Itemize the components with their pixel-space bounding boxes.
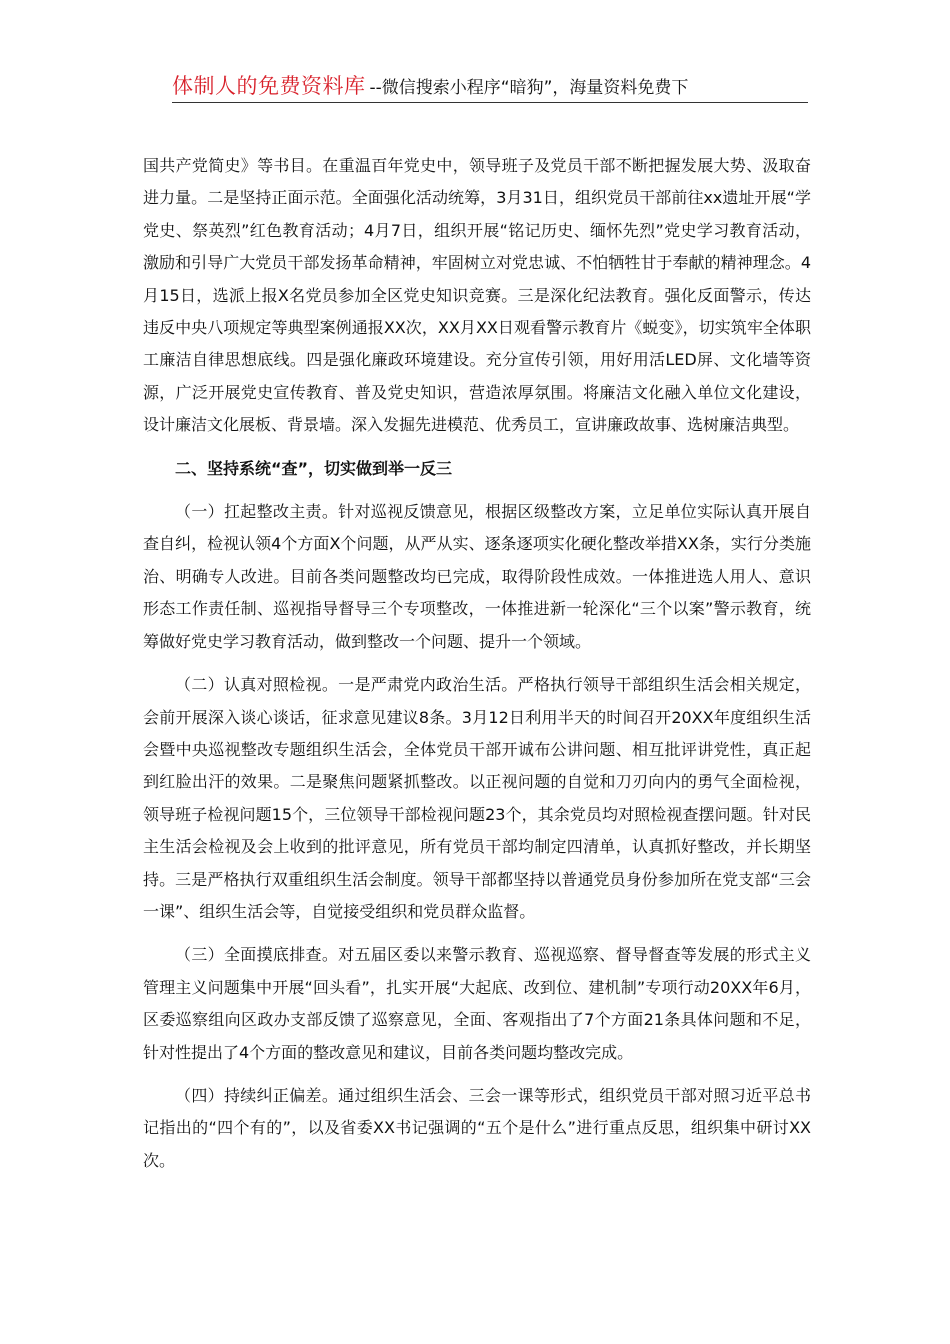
section-heading: 二、坚持系统“查”，切实做到举一反三 bbox=[175, 458, 453, 478]
document-body bbox=[143, 150, 811, 1177]
header-note: --微信搜索小程序“暗狗”，海量资料免费下 bbox=[369, 78, 689, 98]
page-header bbox=[172, 70, 808, 103]
paragraph-1: （一）扛起整改主责。针对巡视反馈意见，根据区级整改方案，立足单位实际认真开展自查自纠，检视认领4个方面X个问题，从严从实、逐条逐项实化硬化整改举措XX条，实行分类施治、明确专人改进。目前各类问题整改均已完成，取得阶段性成效。一体推进选人用人、意识形态工作责任制、巡视指导督导三个专项整改，一体推进新一轮深化“三个以案”警示教育，统筹做好党史学习教育活动，做到整改一个问题、提升一个领域。 bbox=[143, 502, 811, 651]
header-brand: 体制人的免费资料库 bbox=[172, 74, 366, 98]
paragraph-3: （三）全面摸底排查。对五届区委以来警示教育、巡视巡察、督导督查等发展的形式主义管理主义问题集中开展“回头看”，扎实开展“大起底、改到位、建机制”专项行动20XX年6月，区委巡察组向区政办支部反馈了巡察意见，全面、客观指出了7个方面21条具体问题和不足，针对性提出了4个方面的整改意见和建议，目前各类问题均整改完成。 bbox=[143, 945, 811, 1062]
paragraph-continued: 国共产党简史》等书目。在重温百年党史中，领导班子及党员干部不断把握发展大势、汲取奋进力量。二是坚持正面示范。全面强化活动统筹，3月31日，组织党员干部前往xx遗址开展“学党史、祭英烈”红色教育活动；4月7日，组织开展“铭记历史、缅怀先烈”党史学习教育活动，激励和引导广大党员干部发扬革命精神，牢固树立对党忠诚、不怕牺牲甘于奉献的精神理念。4月15日，选派上报X名党员参加全区党史知识竞赛。三是深化纪法教育。强化反面警示，传达违反中央八项规定等典型案例通报XX次，XX月XX日观看警示教育片《蜕变》，切实筑牢全体职工廉洁自律思想底线。四是强化廉政环境建设。充分宣传引领，用好用活LED屏、文化墙等资源，广泛开展党史宣传教育、普及党史知识，营造浓厚氛围。将廉洁文化融入单位文化建设，设计廉洁文化展板、背景墙。深入发掘先进模范、优秀员工，宣讲廉政故事、选树廉洁典型。 bbox=[143, 156, 811, 435]
paragraph-2: （二）认真对照检视。一是严肃党内政治生活。严格执行领导干部组织生活会相关规定，会前开展深入谈心谈话，征求意见建议8条。3月12日利用半天的时间召开20XX年度组织生活会暨中央巡视整改专题组织生活会，全体党员干部开诚布公讲问题、相互批评讲党性，真正起到红脸出汗的效果。二是聚焦问题紧抓整改。以正视问题的自觉和刀刃向内的勇气全面检视，领导班子检视问题15个，三位领导干部检视问题23个，其余党员均对照检视查摆问题。针对民主生活会检视及会上收到的批评意见，所有党员干部均制定四清单，认真抓好整改，并长期坚持。三是严格执行双重组织生活会制度。领导干部都坚持以普通党员身份参加所在党支部“三会一课”、组织生活会等，自觉接受组织和党员群众监督。 bbox=[143, 675, 811, 921]
paragraph-4: （四）持续纠正偏差。通过组织生活会、三会一课等形式，组织党员干部对照习近平总书记指出的“四个有的”，以及省委XX书记强调的“五个是什么”进行重点反思，组织集中研讨XX次。 bbox=[143, 1085, 811, 1170]
